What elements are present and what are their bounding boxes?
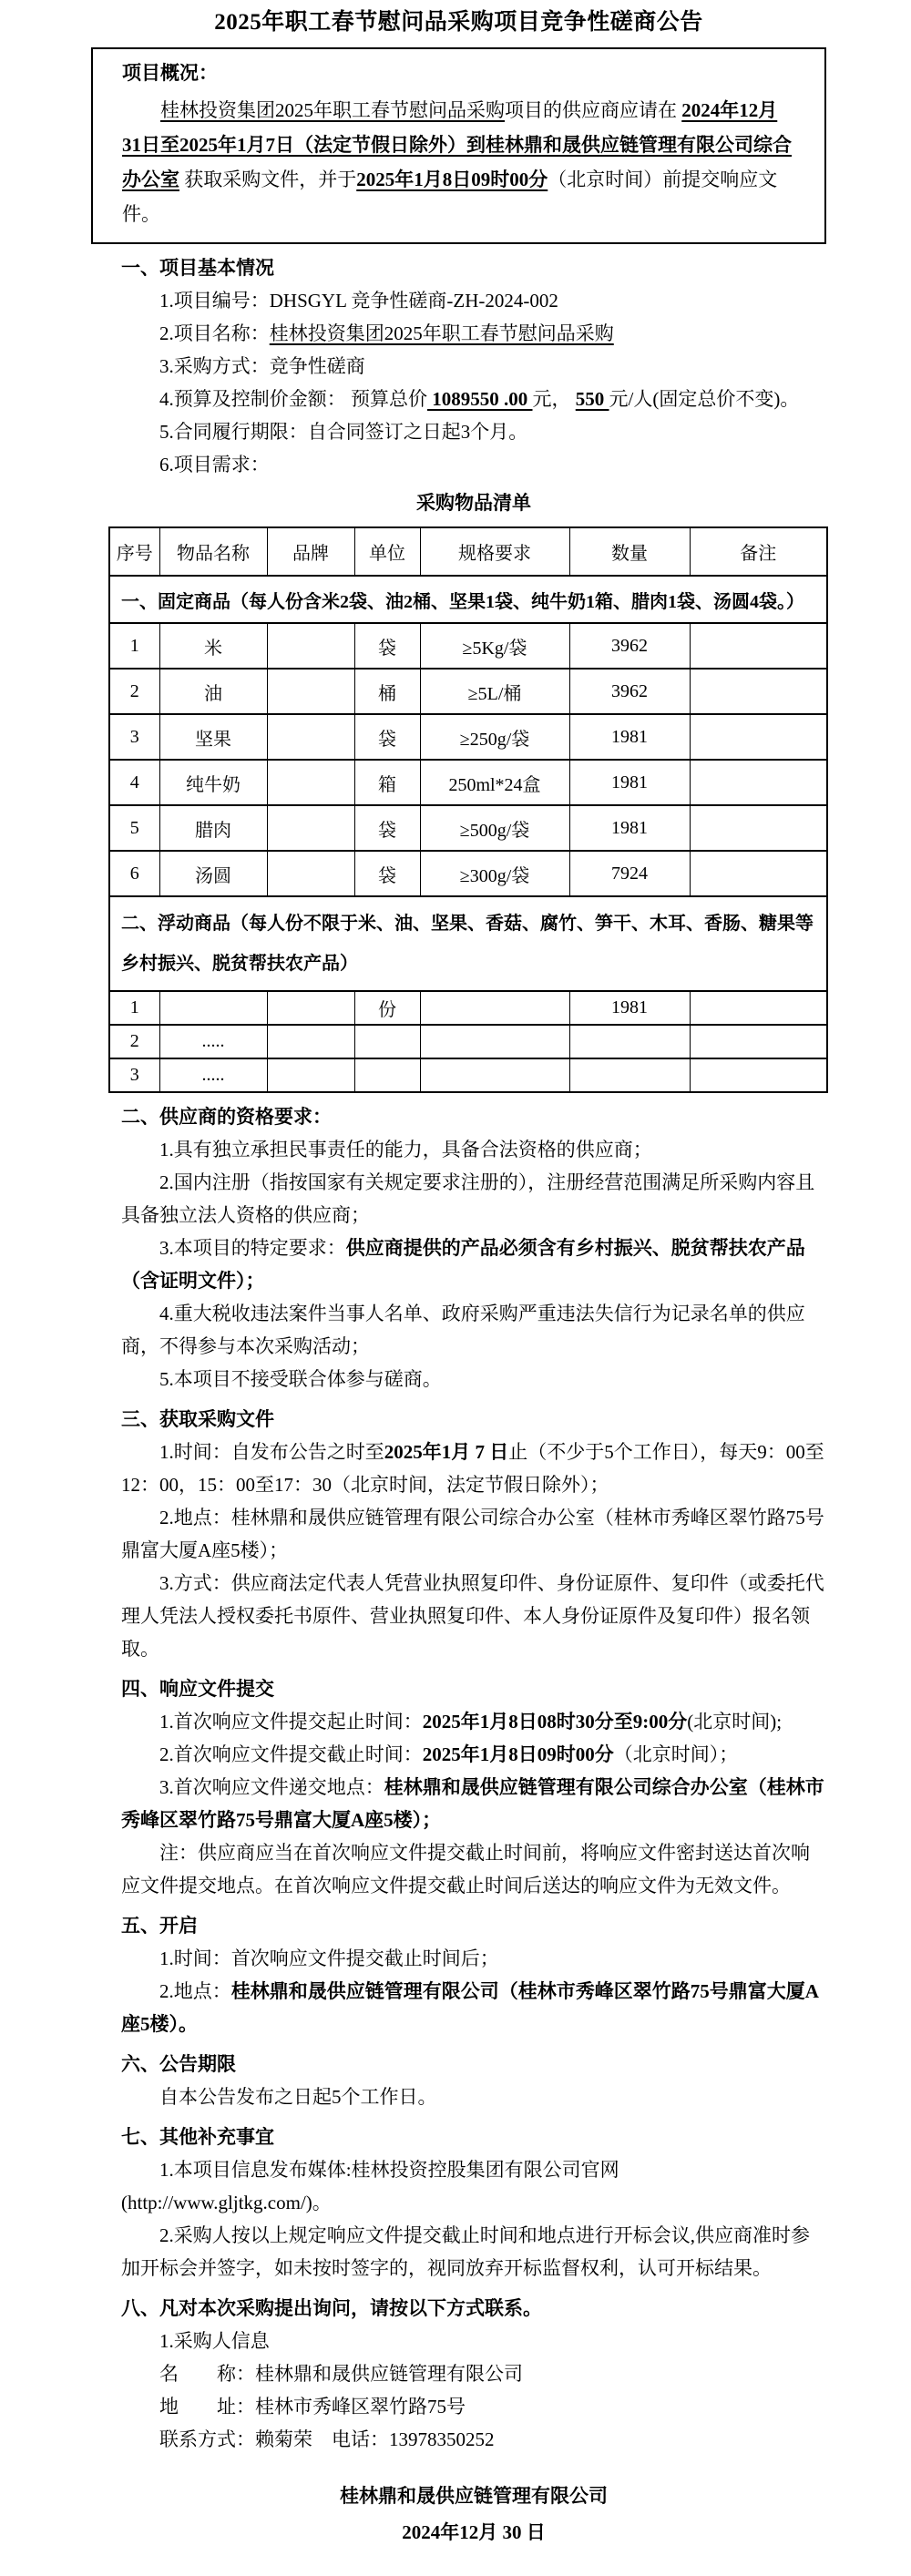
overview-text: （北京时间）前提交响应文件。 bbox=[122, 169, 778, 225]
submit-deadline-date: 2025年1月8日09时00分 bbox=[422, 1743, 614, 1765]
project-name-value: 桂林投资集团2025年职工春节慰问品采购 bbox=[269, 322, 614, 344]
cell-quantity: 1981 bbox=[569, 991, 690, 1025]
announcement-period: 自本公告发布之日起5个工作日。 bbox=[159, 2086, 437, 2108]
submit-note: 注：供应商应当在首次响应文件提交截止时间前，将响应文件密封送达首次响应文件提交地点。在首次响应文件提交截止时间后送达的响应文件为无效文件。 bbox=[121, 1842, 810, 1896]
cell-index: 1 bbox=[109, 623, 159, 669]
cell-quantity: 3962 bbox=[569, 669, 690, 714]
cell-spec: ≥5L/桶 bbox=[420, 669, 569, 714]
procurement-method: 3.采购方式：竞争性磋商 bbox=[159, 355, 365, 377]
cell-item-name: 坚果 bbox=[159, 714, 267, 760]
cell-unit: 桶 bbox=[354, 669, 420, 714]
cell-unit bbox=[354, 1025, 420, 1058]
table-row bbox=[109, 623, 827, 669]
overview-project-name: 桂林投资集团2025年职工春节慰问品采购 bbox=[160, 99, 505, 121]
cell-spec bbox=[420, 1058, 569, 1092]
submit-place-label: 3.首次响应文件递交地点： bbox=[159, 1776, 384, 1798]
obtain-time-text: 止（不少于5个工作日），每天9：00至12：00，15：00至17：30（北京时间，法定节假日除外）； bbox=[121, 1441, 824, 1496]
qualification-item: 2.国内注册（指按国家有关规定要求注册的），注册经营范围满足所采购内容且具备独立法人资格的供应商； bbox=[121, 1171, 815, 1226]
cell-index: 5 bbox=[109, 805, 159, 851]
project-overview-box bbox=[91, 47, 826, 244]
group1-label: 一、固定商品（每人份含米2袋、油2桶、坚果1袋、纯牛奶1箱、腊肉1袋、汤圆4袋。） bbox=[109, 576, 827, 623]
obtain-time bbox=[121, 1436, 826, 1501]
cell-remark bbox=[690, 669, 827, 714]
cell-index: 3 bbox=[109, 714, 159, 760]
col-header-spec: 规格要求 bbox=[420, 527, 569, 576]
cell-remark bbox=[690, 1025, 827, 1058]
cell-item-name: 纯牛奶 bbox=[159, 760, 267, 805]
submit-deadline-text: （北京时间）； bbox=[613, 1743, 739, 1765]
opening-place-address: 桂林鼎和晟供应链管理有限公司（桂林市秀峰区翠竹路75号鼎富大厦A座5楼）。 bbox=[121, 1980, 819, 2035]
qualification-item: 5.本项目不接受联合体参与磋商。 bbox=[159, 1368, 442, 1390]
section-6-heading: 六、公告期限 bbox=[121, 2053, 236, 2075]
cell-spec bbox=[420, 991, 569, 1025]
cell-quantity: 1981 bbox=[569, 760, 690, 805]
cell-index: 6 bbox=[109, 851, 159, 896]
cell-index: 1 bbox=[109, 991, 159, 1025]
purchaser-name: 名 称：桂林鼎和晟供应链管理有限公司 bbox=[159, 2363, 523, 2385]
budget-text: 元， bbox=[532, 388, 576, 410]
cell-index: 4 bbox=[109, 760, 159, 805]
project-number: 1.项目编号：DHSGYL 竞争性磋商-ZH-2024-002 bbox=[159, 290, 558, 312]
submit-start-text: (北京时间); bbox=[687, 1711, 783, 1733]
cell-spec: 250ml*24盒 bbox=[420, 760, 569, 805]
cell-unit: 袋 bbox=[354, 805, 420, 851]
budget-text: 元/人(固定总价不变)。 bbox=[609, 388, 800, 410]
footer-company: 桂林鼎和晟供应链管理有限公司 bbox=[340, 2485, 608, 2507]
cell-brand bbox=[267, 714, 354, 760]
section-1-heading: 一、项目基本情况 bbox=[121, 257, 274, 279]
col-header-item-name: 物品名称 bbox=[159, 527, 267, 576]
cell-item-name bbox=[159, 991, 267, 1025]
col-header-unit: 单位 bbox=[354, 527, 420, 576]
table-row bbox=[109, 1058, 827, 1092]
section-3-heading: 三、获取采购文件 bbox=[121, 1408, 274, 1430]
opening-place-label: 2.地点： bbox=[159, 1980, 231, 2002]
project-name bbox=[121, 317, 826, 350]
cell-remark bbox=[690, 714, 827, 760]
col-header-brand: 品牌 bbox=[267, 527, 354, 576]
project-demand: 6.项目需求： bbox=[159, 454, 270, 475]
cell-item-name: ..... bbox=[159, 1025, 267, 1058]
col-header-quantity: 数量 bbox=[569, 527, 690, 576]
cell-quantity: 1981 bbox=[569, 805, 690, 851]
table-row bbox=[109, 851, 827, 896]
section-8-heading: 八、凡对本次采购提出询问，请按以下方式联系。 bbox=[121, 2297, 542, 2319]
table-row bbox=[109, 714, 827, 760]
cell-item-name: ..... bbox=[159, 1058, 267, 1092]
submit-start-date: 2025年1月8日08时30分至9:00分 bbox=[422, 1711, 688, 1733]
section-5-heading: 五、开启 bbox=[121, 1915, 198, 1937]
opening-place bbox=[121, 1975, 826, 2040]
cell-spec: ≥500g/袋 bbox=[420, 805, 569, 851]
group2-label-row bbox=[109, 896, 827, 991]
group2-label: 二、浮动商品（每人份不限于米、油、坚果、香菇、腐竹、笋干、木耳、香肠、糖果等乡村振兴、脱贫帮扶农产品） bbox=[109, 896, 827, 991]
qualification-item: 1.具有独立承担民事责任的能力，具备合法资格的供应商； bbox=[159, 1139, 652, 1160]
cell-unit: 袋 bbox=[354, 714, 420, 760]
overview-text: 获取采购文件，并于 bbox=[179, 169, 357, 190]
cell-quantity bbox=[569, 1025, 690, 1058]
cell-remark bbox=[690, 805, 827, 851]
cell-unit: 袋 bbox=[354, 623, 420, 669]
budget-label: 4.预算及控制价金额： 预算总价 bbox=[159, 388, 427, 410]
qualification-item: 4.重大税收违法案件当事人名单、政府采购严重违法失信行为记录名单的供应商，不得参与本次采购活动； bbox=[121, 1303, 805, 1357]
cell-item-name: 油 bbox=[159, 669, 267, 714]
cell-remark bbox=[690, 1058, 827, 1092]
overview-text: 项目的供应商应请在 bbox=[505, 99, 682, 121]
section-4-heading: 四、响应文件提交 bbox=[121, 1678, 274, 1700]
section-7-heading: 七、其他补充事宜 bbox=[121, 2126, 274, 2148]
cell-unit: 箱 bbox=[354, 760, 420, 805]
cell-unit: 份 bbox=[354, 991, 420, 1025]
cell-index: 2 bbox=[109, 669, 159, 714]
goods-table bbox=[108, 526, 828, 1093]
cell-brand bbox=[267, 623, 354, 669]
cell-brand bbox=[267, 1025, 354, 1058]
table-row bbox=[109, 669, 827, 714]
bid-opening-rule: 2.采购人按以上规定响应文件提交截止时间和地点进行开标会议,供应商准时参加开标会并签字，如未按时签字的，视同放弃开标监督权利，认可开标结果。 bbox=[121, 2224, 810, 2279]
budget-total: 1089550 .00 bbox=[427, 388, 533, 410]
cell-unit: 袋 bbox=[354, 851, 420, 896]
table-row bbox=[109, 991, 827, 1025]
cell-quantity bbox=[569, 1058, 690, 1092]
overview-obtain-period: 2024年12月31日至2025年1月7日（法定节假日除外）到桂林鼎和晟供应链管理有限公司综合办公室 bbox=[122, 99, 792, 190]
cell-quantity: 3962 bbox=[569, 623, 690, 669]
doc-title: 2025年职工春节慰问品采购项目竞争性磋商公告 bbox=[214, 10, 703, 35]
submit-deadline bbox=[121, 1738, 826, 1771]
cell-brand bbox=[267, 851, 354, 896]
purchaser-contact: 联系方式：赖菊荣 电话：13978350252 bbox=[159, 2428, 495, 2450]
obtain-method: 3.方式：供应商法定代表人凭营业执照复印件、身份证原件、复印件（或委托代理人凭法人授权委托书原件、营业执照复印件、本人身份证原件及复印件）报名领取。 bbox=[121, 1572, 824, 1660]
contract-period: 5.合同履行期限：自合同签订之日起3个月。 bbox=[159, 421, 528, 443]
obtain-time-date: 2025年1月 7 日 bbox=[384, 1441, 509, 1463]
specific-requirement-text: 供应商提供的产品必须含有乡村振兴、脱贫帮扶农产品（含证明文件）； bbox=[121, 1237, 805, 1292]
cell-remark bbox=[690, 991, 827, 1025]
submit-place bbox=[121, 1771, 826, 1836]
overview-paragraph bbox=[122, 93, 795, 231]
purchaser-address: 地 址：桂林市秀峰区翠竹路75号 bbox=[159, 2396, 466, 2418]
footer-date: 2024年12月 30 日 bbox=[402, 2521, 546, 2543]
cell-remark bbox=[690, 851, 827, 896]
cell-spec: ≥300g/袋 bbox=[420, 851, 569, 896]
col-header-index: 序号 bbox=[109, 527, 159, 576]
submit-deadline-label: 2.首次响应文件提交截止时间： bbox=[159, 1743, 423, 1765]
specific-requirement-label: 3.本项目的特定要求： bbox=[159, 1237, 346, 1259]
cell-brand bbox=[267, 991, 354, 1025]
qualification-item bbox=[121, 1232, 826, 1297]
submit-place-address: 桂林鼎和晟供应链管理有限公司综合办公室（桂林市秀峰区翠竹路75号鼎富大厦A座5楼）； bbox=[121, 1776, 824, 1831]
table-row bbox=[109, 1025, 827, 1058]
cell-index: 2 bbox=[109, 1025, 159, 1058]
purchaser-info-label: 1.采购人信息 bbox=[159, 2330, 270, 2352]
publish-media: 1.本项目信息发布媒体:桂林投资控股集团有限公司官网(http://www.gljtkg.com/)。 bbox=[121, 2159, 619, 2213]
opening-time: 1.时间：首次响应文件提交截止时间后； bbox=[159, 1947, 499, 1969]
cell-item-name: 腊肉 bbox=[159, 805, 267, 851]
cell-remark bbox=[690, 623, 827, 669]
cell-unit bbox=[354, 1058, 420, 1092]
cell-brand bbox=[267, 1058, 354, 1092]
col-header-remark: 备注 bbox=[690, 527, 827, 576]
cell-brand bbox=[267, 760, 354, 805]
cell-spec bbox=[420, 1025, 569, 1058]
goods-list-title: 采购物品清单 bbox=[416, 492, 531, 514]
submit-start-time bbox=[121, 1705, 826, 1738]
budget-line bbox=[121, 383, 826, 415]
table-row bbox=[109, 805, 827, 851]
obtain-time-label: 1.时间：自发布公告之时至 bbox=[159, 1441, 384, 1463]
cell-item-name: 汤圆 bbox=[159, 851, 267, 896]
budget-per-person: 550 bbox=[575, 388, 609, 410]
cell-spec: ≥5Kg/袋 bbox=[420, 623, 569, 669]
cell-index: 3 bbox=[109, 1058, 159, 1092]
group1-label-row bbox=[109, 576, 827, 623]
cell-quantity: 7924 bbox=[569, 851, 690, 896]
cell-item-name: 米 bbox=[159, 623, 267, 669]
cell-brand bbox=[267, 805, 354, 851]
cell-quantity: 1981 bbox=[569, 714, 690, 760]
section-2-heading: 二、供应商的资格要求： bbox=[121, 1106, 332, 1128]
cell-spec: ≥250g/袋 bbox=[420, 714, 569, 760]
overview-heading: 项目概况： bbox=[122, 62, 218, 84]
submit-start-label: 1.首次响应文件提交起止时间： bbox=[159, 1711, 423, 1733]
document-body bbox=[116, 251, 826, 2549]
table-header-row bbox=[109, 527, 827, 576]
project-name-label: 2.项目名称： bbox=[159, 322, 270, 344]
cell-brand bbox=[267, 669, 354, 714]
obtain-place: 2.地点：桂林鼎和晟供应链管理有限公司综合办公室（桂林市秀峰区翠竹路75号鼎富大厦A座5楼）； bbox=[121, 1507, 824, 1561]
table-row bbox=[109, 760, 827, 805]
cell-remark bbox=[690, 760, 827, 805]
overview-deadline: 2025年1月8日09时00分 bbox=[356, 169, 548, 190]
